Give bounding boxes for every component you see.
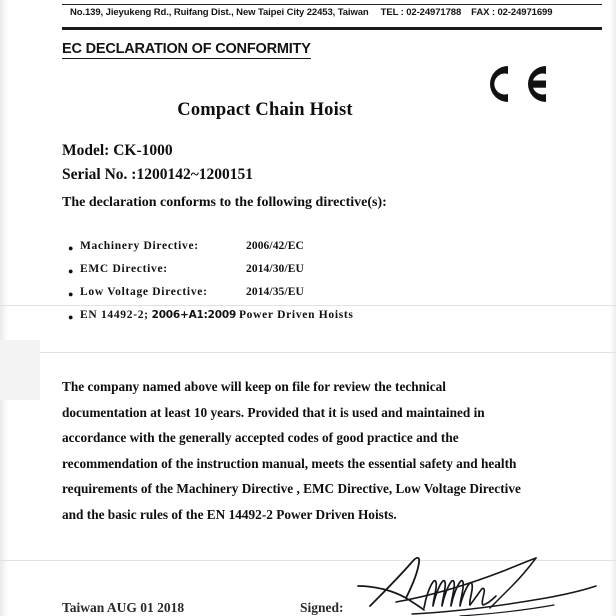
bullet-icon: ●: [68, 266, 74, 276]
scan-edge-artifact-right: [609, 0, 616, 616]
tel-number: 02-24971788: [406, 7, 462, 18]
company-address: [70, 7, 602, 18]
product-title: Compact Chain Hoist: [177, 100, 353, 120]
directive-item: [68, 263, 528, 286]
standard-prefix: EN 14492-2;: [80, 309, 149, 321]
scan-edge-artifact-left: [0, 0, 9, 616]
header-rule-top: [62, 4, 602, 5]
directive-reference: 2014/35/EU: [246, 286, 304, 298]
standard-edition: 2006+A1:2009: [151, 309, 237, 321]
scan-line-artifact: [0, 560, 616, 561]
tel-label: TEL :: [380, 7, 404, 18]
directive-name: Low Voltage Directive:: [80, 286, 208, 298]
header-rule-bottom: [62, 27, 602, 30]
directives-list: [68, 240, 528, 332]
serial-number: Serial No. :1200142~1200151: [62, 166, 254, 183]
bullet-icon: ●: [68, 312, 74, 322]
directive-item: [68, 286, 528, 309]
standard-item: [68, 309, 528, 332]
fax-number: 02-24971699: [497, 7, 553, 18]
directive-name: EMC Directive:: [80, 263, 168, 275]
directive-name: Machinery Directive:: [80, 240, 199, 252]
bullet-icon: ●: [68, 243, 74, 253]
signature-image: [340, 552, 604, 616]
conformity-intro: The declaration conforms to the following directive(s):: [62, 195, 387, 210]
declaration-paragraph: The company named above will keep on file for review the technical documentation at least 10 years. Provided that it is used and maintained in accordance with the generally accepted codes of good practice and the recommendation of the instruction manual, meets the essential safety and health requirements of the Machinery Directive , EMC Directive, Low Voltage Directive and the basic rules of the EN 14492-2 Power Driven Hoists.: [62, 379, 521, 522]
document-title: EC DECLARATION OF CONFORMITY: [62, 41, 311, 57]
directive-reference: 2014/30/EU: [246, 263, 304, 275]
signed-label: Signed:: [300, 600, 344, 615]
directive-reference: 2006/42/EC: [246, 240, 304, 252]
directive-item: [68, 240, 528, 263]
scan-line-artifact: [0, 352, 616, 353]
model-number: Model: CK-1000: [62, 142, 173, 159]
place-and-date: Taiwan AUG 01 2018: [62, 600, 185, 615]
fax-label: FAX :: [471, 7, 495, 18]
standard-suffix: Power Driven Hoists: [238, 309, 354, 321]
address-text: No.139, Jieyukeng Rd., Ruifang Dist., New Taipei City 22453, Taiwan: [70, 7, 369, 18]
scan-blotch-artifact: [0, 340, 40, 400]
bullet-icon: ●: [68, 289, 74, 299]
